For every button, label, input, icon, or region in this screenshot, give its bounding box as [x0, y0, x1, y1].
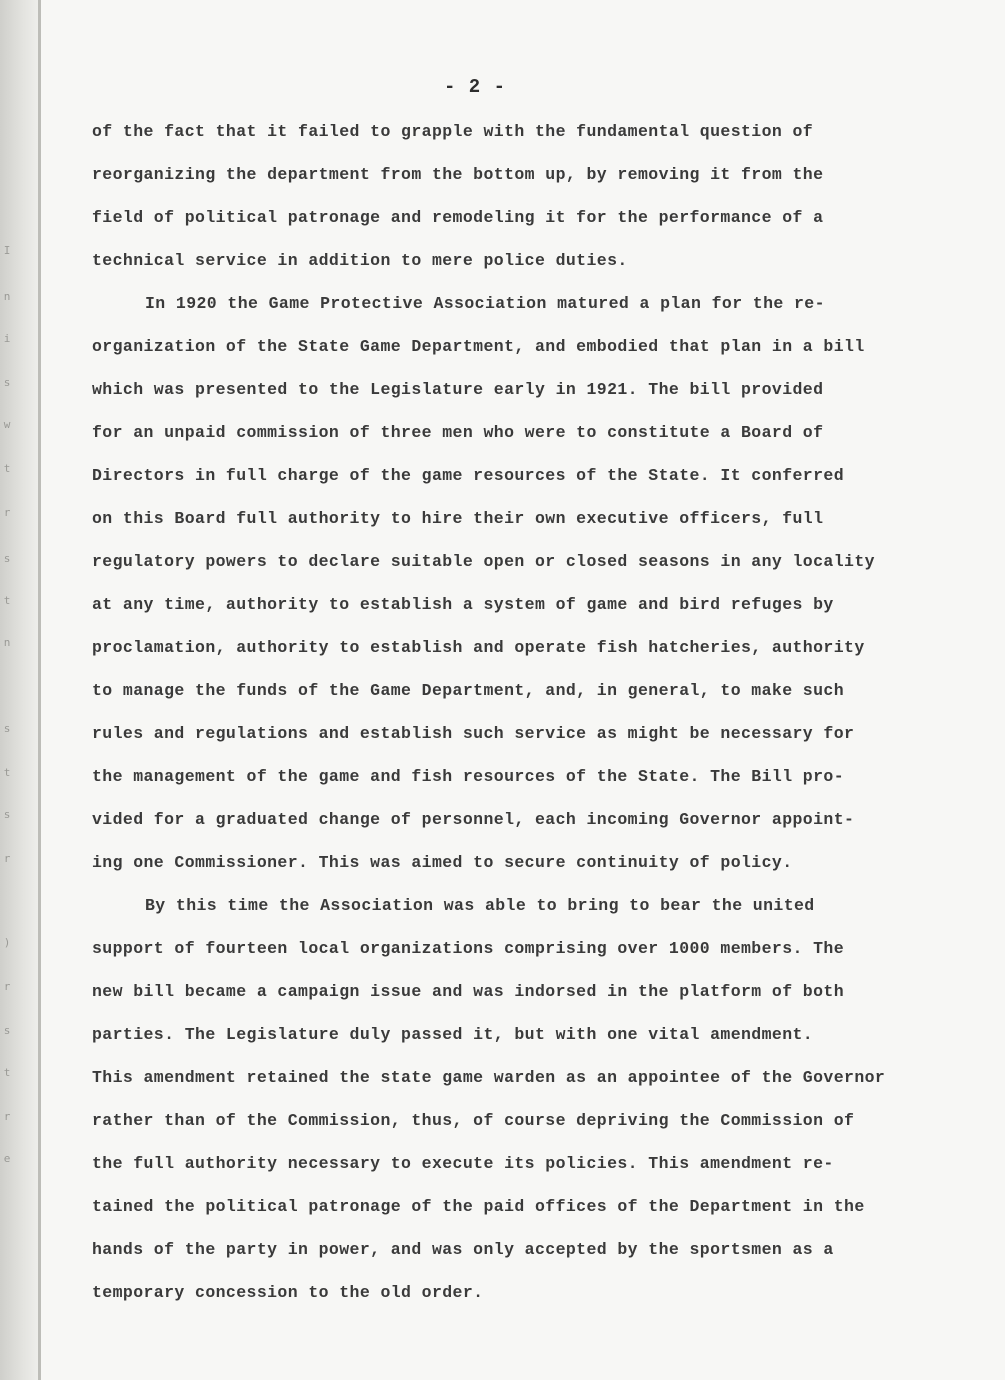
margin-mark: ): [3, 936, 11, 949]
text-line: rules and regulations and establish such service as might be necessary for: [92, 724, 855, 743]
margin-mark: n: [3, 290, 11, 303]
margin-mark: t: [3, 594, 11, 607]
text-line: temporary concession to the old order.: [92, 1283, 484, 1302]
margin-mark: t: [3, 1066, 11, 1079]
text-line: organization of the State Game Department, and embodied that plan in a bill: [92, 337, 865, 356]
text-line: rather than of the Commission, thus, of course depriving the Commission of: [92, 1111, 855, 1130]
margin-mark: s: [3, 1024, 11, 1037]
text-line: which was presented to the Legislature early in 1921. The bill provided: [92, 380, 824, 399]
text-line: the management of the game and fish resources of the State. The Bill pro-: [92, 767, 845, 786]
text-line: tained the political patronage of the paid offices of the Department in the: [92, 1197, 865, 1216]
left-margin-marks: [2, 0, 16, 1380]
margin-mark: i: [3, 332, 11, 345]
text-line: ing one Commissioner. This was aimed to secure continuity of policy.: [92, 853, 793, 872]
text-line: at any time, authority to establish a system of game and bird refuges by: [92, 595, 834, 614]
text-line: regulatory powers to declare suitable open or closed seasons in any locality: [92, 552, 875, 571]
text-line: In 1920 the Game Protective Association matured a plan for the re-: [145, 294, 825, 313]
margin-mark: s: [3, 376, 11, 389]
text-line: By this time the Association was able to bring to bear the united: [145, 896, 815, 915]
text-line: to manage the funds of the Game Department, and, in general, to make such: [92, 681, 845, 700]
text-line: Directors in full charge of the game resources of the State. It conferred: [92, 466, 845, 485]
margin-mark: e: [3, 1152, 11, 1165]
margin-mark: r: [3, 1110, 11, 1123]
text-line: support of fourteen local organizations comprising over 1000 members. The: [92, 939, 845, 958]
text-line: proclamation, authority to establish and operate fish hatcheries, authority: [92, 638, 865, 657]
text-line: of the fact that it failed to grapple with the fundamental question of: [92, 122, 814, 141]
margin-mark: r: [3, 852, 11, 865]
text-line: This amendment retained the state game warden as an appointee of the Governor: [92, 1068, 886, 1087]
margin-mark: I: [3, 244, 11, 257]
text-line: technical service in addition to mere police duties.: [92, 251, 628, 270]
text-line: new bill became a campaign issue and was indorsed in the platform of both: [92, 982, 845, 1001]
text-line: field of political patronage and remodeling it for the performance of a: [92, 208, 824, 227]
page-number: - 2 -: [443, 76, 506, 98]
text-line: reorganizing the department from the bottom up, by removing it from the: [92, 165, 824, 184]
margin-mark: s: [3, 552, 11, 565]
text-line: vided for a graduated change of personnel, each incoming Governor appoint-: [92, 810, 855, 829]
margin-mark: r: [3, 506, 11, 519]
text-line: hands of the party in power, and was only accepted by the sportsmen as a: [92, 1240, 834, 1259]
page-edge-line: [38, 0, 41, 1380]
text-line: on this Board full authority to hire their own executive officers, full: [92, 509, 824, 528]
text-line: for an unpaid commission of three men who were to constitute a Board of: [92, 423, 824, 442]
margin-mark: n: [3, 636, 11, 649]
margin-mark: t: [3, 462, 11, 475]
text-line: the full authority necessary to execute its policies. This amendment re-: [92, 1154, 834, 1173]
margin-mark: s: [3, 722, 11, 735]
margin-mark: r: [3, 980, 11, 993]
margin-mark: s: [3, 808, 11, 821]
text-line: parties. The Legislature duly passed it, but with one vital amendment.: [92, 1025, 814, 1044]
margin-mark: t: [3, 766, 11, 779]
margin-mark: w: [3, 418, 11, 431]
